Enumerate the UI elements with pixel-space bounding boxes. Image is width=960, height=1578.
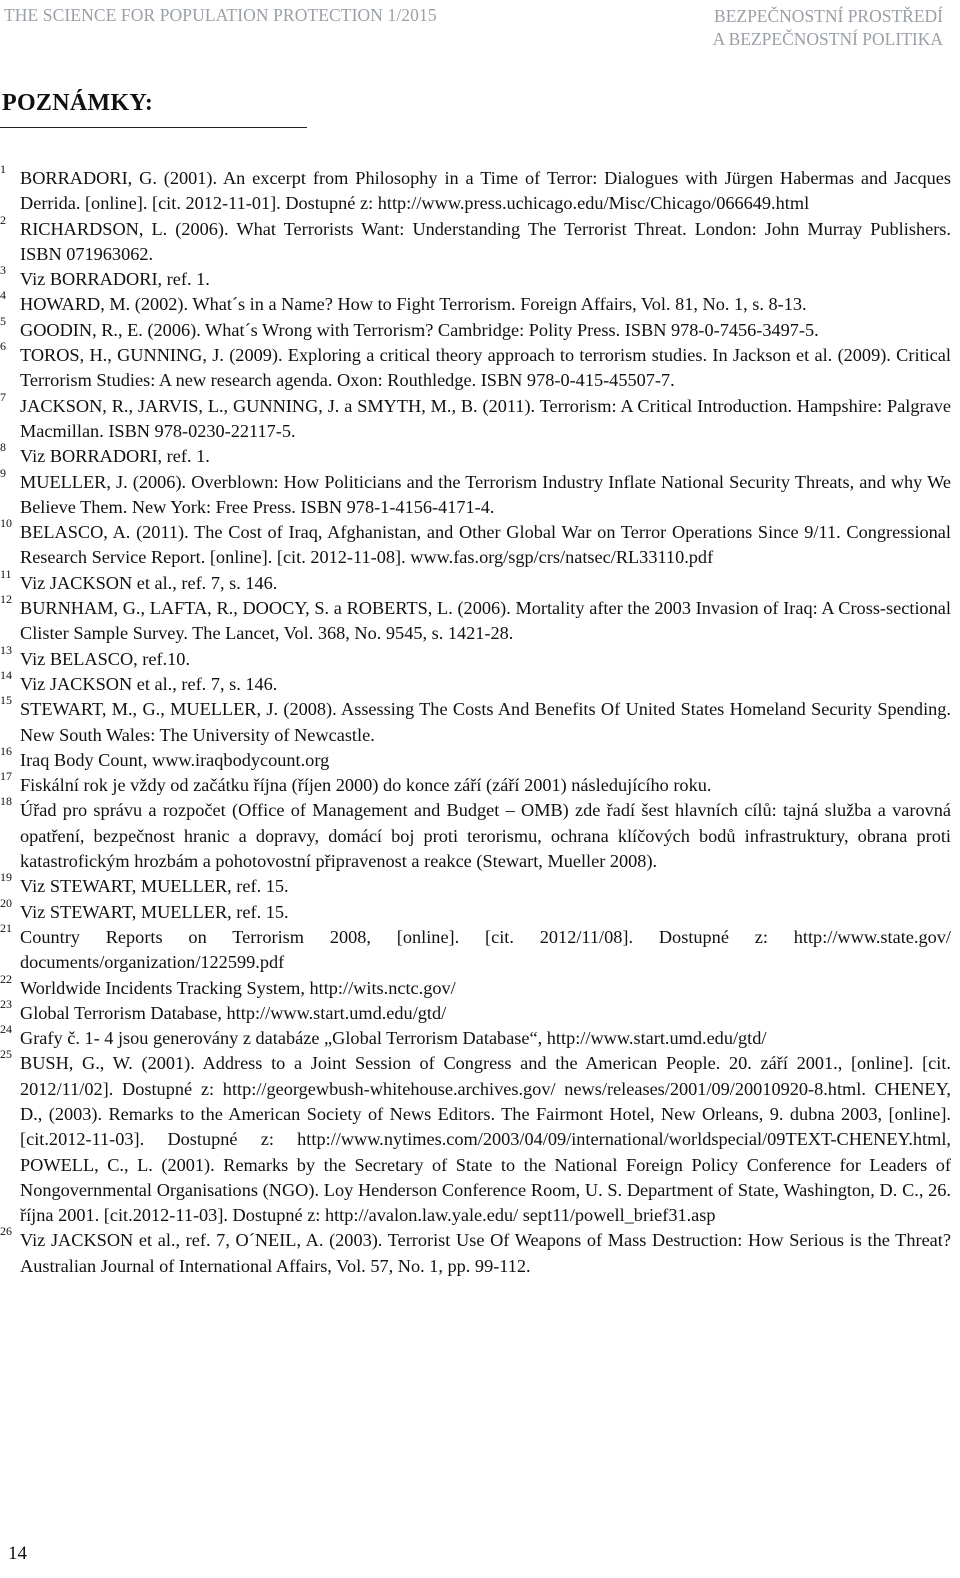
- note-text: Viz BORRADORI, ref. 1.: [20, 269, 210, 290]
- note-number: 9: [0, 465, 6, 480]
- note-number: 15: [0, 693, 12, 708]
- note-number: 16: [0, 743, 12, 758]
- note-item: [0, 743, 951, 773]
- note-item: [0, 1022, 951, 1051]
- section-title-line-2: A BEZPEČNOSTNÍ POLITIKA: [712, 29, 943, 49]
- note-item: [0, 440, 951, 469]
- note-item: [0, 769, 951, 798]
- note-text: BURNHAM, G., LAFTA, R., DOOCY, S. a ROBERTS, L. (2006). Mortality after the 2003 Invasion of Iraq: A Cross-sectional Clister Sample Survey. The Lancet, Vol. 368, No. 9545, s. 1421-28.: [20, 598, 951, 644]
- note-number: 23: [0, 996, 12, 1011]
- note-text: Viz JACKSON et al., ref. 7, s. 146.: [20, 673, 278, 694]
- note-number: 13: [0, 642, 12, 657]
- note-item: [0, 263, 951, 292]
- note-item: [0, 667, 951, 697]
- note-number: 18: [0, 794, 12, 809]
- note-item: [0, 339, 951, 394]
- note-number: 24: [0, 1022, 12, 1037]
- note-item: [0, 971, 951, 1001]
- note-text: STEWART, M., G., MUELLER, J. (2008). Assessing The Costs And Benefits Of United States Homeland Security Spending. New South Wales: The University of Newcastle.: [20, 699, 951, 745]
- note-item: [0, 212, 951, 268]
- note-number: 22: [0, 971, 12, 986]
- note-item: [0, 1047, 951, 1228]
- note-text: Global Terrorism Database, http://www.start.umd.edu/gtd/: [20, 1002, 447, 1023]
- page-header: [0, 0, 960, 52]
- note-text: BORRADORI, G. (2001). An excerpt from Philosophy in a Time of Terror: Dialogues with Jürgen Habermas and Jacques Derrida. [online]. [cit. 2012-11-01]. Dostupné z: http://www.press.uchicago.edu/Misc/Chicago/066649.html: [20, 168, 951, 214]
- note-item: [0, 592, 951, 647]
- note-text: Viz STEWART, MUELLER, ref. 15.: [20, 901, 289, 922]
- note-number: 1: [0, 162, 6, 176]
- note-item: [0, 465, 951, 521]
- note-item: [0, 313, 951, 343]
- note-number: 8: [0, 440, 6, 455]
- notes-list: [0, 162, 951, 1279]
- note-number: 12: [0, 592, 12, 607]
- note-item: [0, 288, 951, 317]
- note-text: Iraq Body Count, www.iraqbodycount.org: [20, 749, 330, 770]
- section-title-line-1: BEZPEČNOSTNÍ PROSTŘEDÍ: [714, 6, 943, 26]
- note-text: BUSH, G., W. (2001). Address to a Joint Session of Congress and the American People. 20. září 2001., [online]. [cit. 2012/11/02]. Dostupné z: http://georgewbush-whitehouse.archives.gov/ news/releases/2001/09/20010920-8.html. CHENEY, D., (2003). Remarks to the American Society of News Editors. The Fairmont Hotel, New Orleans, 9. dubna 2003, [online]. [cit.2012-11-03]. Dostupné z: http://www.nytimes.com/2003/04/09/international/worldspecial/09TEXT-CHENEY.html, POWELL, C., L. (2001). Remarks by the Secretary of State to the National Foreign Policy Conference for Leaders of Nongovernmental Organisations (NGO). Loy Henderson Conference Room, U. S. Department of State, Washington, D. C., 26. října 2001. [cit.2012-11-03]. Dostupné z: http://avalon.law.yale.edu/ sept11/powell_brief31.asp: [20, 1053, 951, 1226]
- note-item: [0, 642, 951, 672]
- page-number: 14: [8, 1543, 27, 1564]
- note-number: 20: [0, 895, 12, 910]
- note-item: [0, 895, 951, 925]
- note-item: [0, 389, 951, 445]
- note-number: 3: [0, 263, 6, 278]
- note-item: [0, 566, 951, 596]
- journal-title: THE SCIENCE FOR POPULATION PROTECTION 1/2015: [4, 5, 437, 25]
- note-text: Úřad pro správu a rozpočet (Office of Management and Budget – OMB) zde řadí šest hlavních cílů: tajná služba a varovná opatření, bezpečnost hranic a dopravy, domácí boj proti terorismu, ochrana klíčových bodů infrastruktury, obrana proti katastrofickým hrozbám a pohotovostní připravenost a reakce (Stewart, Mueller 2008).: [20, 800, 951, 872]
- note-number: 6: [0, 339, 6, 354]
- note-text: GOODIN, R., E. (2006). What´s Wrong with Terrorism? Cambridge: Polity Press. ISBN 978-0-7456-3497-5.: [20, 319, 819, 340]
- note-item: [0, 870, 951, 899]
- note-number: 14: [0, 667, 12, 682]
- note-text: JACKSON, R., JARVIS, L., GUNNING, J. a SMYTH, M., B. (2011). Terrorism: A Critical Introduction. Hampshire: Palgrave Macmillan. ISBN 978-0230-22117-5.: [20, 395, 951, 441]
- note-number: 7: [0, 389, 6, 404]
- note-text: Viz BELASCO, ref.10.: [20, 648, 191, 669]
- note-item: [0, 693, 951, 748]
- note-text: RICHARDSON, L. (2006). What Terrorists Want: Understanding The Terrorist Threat. London: John Murray Publishers. ISBN 071963062.: [20, 218, 951, 264]
- note-item: [0, 516, 951, 571]
- note-text: BELASCO, A. (2011). The Cost of Iraq, Afghanistan, and Other Global War on Terror Operations Since 9/11. Congressional Research Service Report. [online]. [cit. 2012-11-08]. www.fas.org/sgp/crs/natsec/RL33110.pdf: [20, 522, 951, 568]
- note-number: 11: [0, 566, 12, 581]
- note-number: 5: [0, 313, 6, 328]
- note-text: HOWARD, M. (2002). What´s in a Name? How to Fight Terrorism. Foreign Affairs, Vol. 81, No. 1, s. 8-13.: [20, 294, 807, 315]
- note-item: [0, 1224, 951, 1279]
- note-text: TOROS, H., GUNNING, J. (2009). Exploring a critical theory approach to terrorism studies. In Jackson et al. (2009). Critical Terrorism Studies: A new research agenda. Oxon: Routhledge. ISBN 978-0-415-45507-7.: [20, 345, 951, 391]
- note-number: 19: [0, 870, 12, 885]
- note-text: Worldwide Incidents Tracking System, http://wits.nctc.gov/: [20, 977, 456, 998]
- note-number: 26: [0, 1224, 12, 1239]
- note-number: 4: [0, 288, 6, 303]
- note-number: 21: [0, 920, 12, 935]
- section-title: [713, 5, 943, 51]
- note-text: Viz JACKSON et al., ref. 7, s. 146.: [20, 572, 278, 593]
- note-text: MUELLER, J. (2006). Overblown: How Politicians and the Terrorism Industry Inflate National Security Threats, and why We Believe Them. New York: Free Press. ISBN 978-1-4156-4171-4.: [20, 471, 951, 517]
- note-text: Viz BORRADORI, ref. 1.: [20, 446, 210, 467]
- note-text: Viz JACKSON et al., ref. 7, O´NEIL, A. (2003). Terrorist Use Of Weapons of Mass Destruction: How Serious is the Threat? Australian Journal of International Affairs, Vol. 57, No. 1, pp. 99-112.: [20, 1230, 951, 1276]
- note-number: 17: [0, 769, 12, 784]
- note-item: [0, 162, 951, 217]
- note-number: 10: [0, 516, 12, 531]
- note-text: Country Reports on Terrorism 2008, [online]. [cit. 2012/11/08]. Dostupné z: http://www.state.gov/ documents/organization/122599.pdf: [20, 926, 951, 973]
- notes-heading: POZNÁMKY:: [2, 90, 154, 116]
- note-number: 2: [0, 212, 6, 227]
- heading-underline: [0, 127, 307, 128]
- note-text: Fiskální rok je vždy od začátku října (říjen 2000) do konce září (září 2001) následujícího roku.: [20, 775, 712, 796]
- note-text: Grafy č. 1- 4 jsou generovány z databáze „Global Terrorism Database“, http://www.start.umd.edu/gtd/: [20, 1028, 767, 1049]
- note-item: [0, 920, 951, 976]
- note-item: [0, 794, 951, 874]
- note-number: 25: [0, 1047, 12, 1062]
- note-item: [0, 996, 951, 1026]
- note-text: Viz STEWART, MUELLER, ref. 15.: [20, 876, 289, 897]
